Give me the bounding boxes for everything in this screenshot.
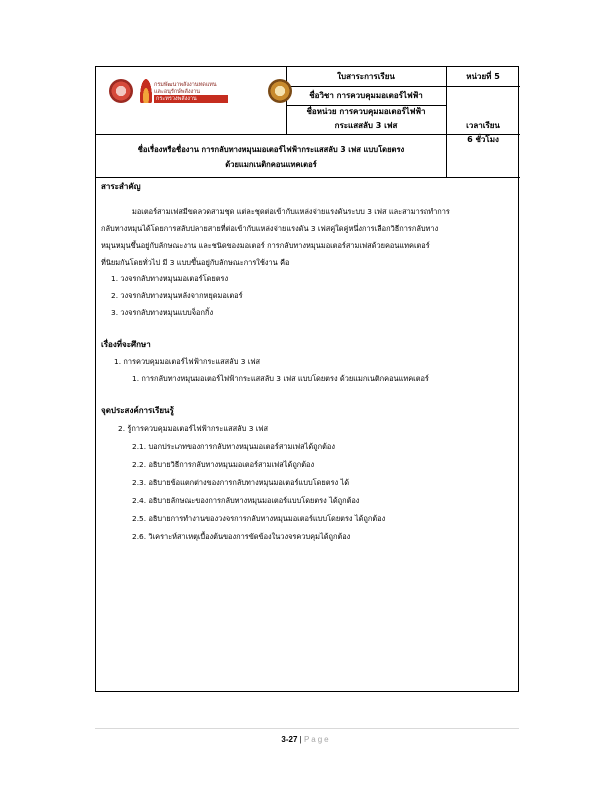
- page-number: 3-27: [281, 735, 298, 744]
- essence-list-item: 1. วงจรกลับทางหมุนมอเตอร์โดยตรง: [111, 274, 229, 283]
- study-subitem: 1. การกลับทางหมุนมอเตอร์ไฟฟ้ากระแสสลับ 3 เฟส แบบโดยตรง ด้วยแมกเนติกคอนแทคเตอร์: [132, 374, 429, 383]
- objective-item: 2.5. อธิบายการทำงานของวงจรการกลับทางหมุนมอเตอร์แบบโดยตรง ได้ถูกต้อง: [132, 514, 386, 523]
- ministry-name-line2: และอนุรักษ์พลังงาน: [154, 89, 201, 95]
- essence-heading: สาระสำคัญ: [101, 182, 141, 191]
- essence-paragraph-line: ที่นิยมกันโดยทั่วไป มี 3 แบบขึ้นอยู่กับลักษณะการใช้งาน คือ: [101, 258, 290, 267]
- essence-paragraph-line: มอเตอร์สามเฟสมีขดลวดสามชุด แต่ละชุดต่อเข้ากับแหล่งจ่ายแรงดันระบบ 3 เฟส และสามารถทำการ: [132, 207, 450, 216]
- essence-list-item: 2. วงจรกลับทางหมุนหลังจากหยุดมอเตอร์: [111, 291, 243, 300]
- objective-item: 2.4. อธิบายลักษณะของการกลับทางหมุนมอเตอร์แบบโดยตรง ได้ถูกต้อง: [132, 496, 360, 505]
- divider: [96, 177, 520, 178]
- time-value: 6 ชั่วโมง: [467, 135, 499, 144]
- time-label: เวลาเรียน: [466, 121, 500, 130]
- objectives-heading: จุดประสงค์การเรียนรู้: [101, 406, 174, 415]
- plan-label: ใบสาระการเรียน: [337, 72, 395, 81]
- flame-logo-icon: [140, 79, 152, 103]
- essence-list-item: 3. วงจรกลับทางหมุนแบบจ็อกกิ้ง: [111, 308, 214, 317]
- objective-item: 2.3. อธิบายข้อแตกต่างของการกลับทางหมุนมอเตอร์แบบโดยตรง ได้: [132, 478, 350, 487]
- subunit-line1: ชื่อหน่วย การควบคุมมอเตอร์ไฟฟ้า: [306, 107, 426, 116]
- unit-label: หน่วยที่ 5: [466, 72, 500, 81]
- objective-item: 2.2. อธิบายวิธีการกลับทางหมุนมอเตอร์สามเฟสได้ถูกต้อง: [132, 460, 315, 469]
- footer-separator: |: [299, 735, 302, 744]
- essence-paragraph-line: กลับทางหมุนได้โดยการสลับปลายสายที่ต่อเข้ากับแหล่งจ่ายแรงดัน 3 เฟสคู่ใดคู่หนึ่งการเลือกวิธีการกลับทาง: [101, 224, 439, 233]
- divider: [286, 86, 520, 87]
- divider: [286, 105, 446, 106]
- footer-divider: [95, 728, 519, 729]
- study-heading: เรื่องที่จะศึกษา: [101, 340, 151, 349]
- topic-line2: ด้วยแมกเนติกคอนแทคเตอร์: [225, 160, 317, 169]
- lesson-sheet-table: [95, 66, 519, 692]
- subunit-line2: กระแสสลับ 3 เฟส: [334, 121, 398, 130]
- ministry-name-line1: กรมพัฒนาพลังงานทดแทน: [154, 82, 217, 88]
- study-item: 1. การควบคุมมอเตอร์ไฟฟ้ากระแสสลับ 3 เฟส: [114, 357, 261, 366]
- college-seal-icon: [109, 79, 133, 103]
- page-footer: [0, 735, 612, 744]
- page-word: Page: [303, 735, 331, 744]
- essence-paragraph-line: หมุนหมุนขึ้นอยู่กับลักษณะงาน และชนิดของมอเตอร์ การกลับทางหมุนมอเตอร์สามเฟสด้วยคอนแทคเตอร์: [101, 241, 430, 250]
- objective-main: 2. รู้การควบคุมมอเตอร์ไฟฟ้ากระแสสลับ 3 เฟส: [118, 424, 269, 433]
- topic-line1: ชื่อเรื่องหรือชื่องาน การกลับทางหมุนมอเตอร์ไฟฟ้ากระแสสลับ 3 เฟส แบบโดยตรง: [137, 145, 405, 154]
- objective-item: 2.6. วิเคราะห์สาเหตุเบื้องต้นของการขัดข้องในวงจรควบคุมได้ถูกต้อง: [132, 532, 351, 541]
- objective-item: 2.1. บอกประเภทของการกลับทางหมุนมอเตอร์สามเฟสได้ถูกต้อง: [132, 442, 335, 451]
- ministry-banner: กระทรวงพลังงาน: [154, 95, 228, 103]
- subject-name: ชื่อวิชา การควบคุมมอเตอร์ไฟฟ้า: [309, 91, 423, 100]
